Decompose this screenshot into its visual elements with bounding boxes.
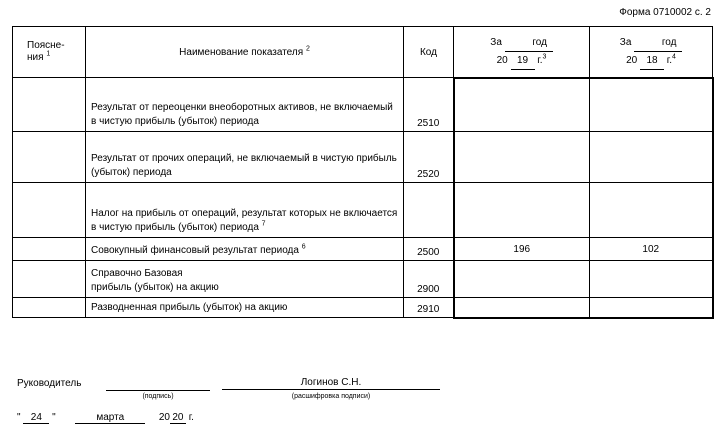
row-name <box>86 183 404 238</box>
table-row <box>13 238 713 261</box>
col1-year: 19 <box>511 52 535 70</box>
row-name-text: Результат от переоценки внеоборотных активов, не включаемый в чистую прибыль (убыток) периода <box>91 102 393 127</box>
table-row <box>13 132 713 183</box>
header-notes-sup: 1 <box>46 50 51 58</box>
row-name <box>86 78 404 132</box>
date-year-suffix: г. <box>188 412 194 423</box>
table-row <box>13 298 713 318</box>
form-code: Форма 0710002 с. 2 <box>619 7 711 18</box>
signature-line <box>106 390 210 391</box>
date-quote-open: " <box>17 412 21 423</box>
row-value-2 <box>590 78 713 132</box>
row-name-text: Совокупный финансовый результат периода <box>91 245 299 256</box>
header-col2 <box>590 27 713 78</box>
signer-name: Логинов С.Н. <box>222 377 440 390</box>
row-name <box>86 132 404 183</box>
row-notes <box>13 183 86 238</box>
row-sup: 7 <box>261 220 266 228</box>
date-day: 24 <box>23 412 49 424</box>
header-name-sup: 2 <box>305 45 310 53</box>
col2-year: 18 <box>640 52 664 70</box>
row-code: 2910 <box>404 298 454 318</box>
row-value-2 <box>590 132 713 183</box>
row-name <box>86 298 404 318</box>
row-name-text: Налог на прибыль от операций, результат которых не включается в чистую прибыль (убыток) периода <box>91 208 398 233</box>
table-row <box>13 183 713 238</box>
col1-za: За <box>490 36 502 48</box>
report-table <box>12 26 714 319</box>
col2-za: За <box>619 36 632 48</box>
col1-suffix: г. <box>537 54 543 66</box>
date-quote-close: " <box>52 412 56 423</box>
header-col1 <box>454 27 590 78</box>
date-year: 20 <box>170 412 186 424</box>
row-sup: 6 <box>301 243 306 251</box>
table-row <box>13 78 713 132</box>
col2-prefix: 20 <box>626 54 638 66</box>
table-row <box>13 261 713 298</box>
col1-god: год <box>527 34 553 52</box>
signature-date <box>17 412 194 424</box>
col1-sup: 3 <box>542 53 547 61</box>
header-notes <box>13 27 86 78</box>
date-month: марта <box>75 412 145 424</box>
header-code: Код <box>404 27 454 78</box>
row-code <box>404 183 454 238</box>
header-name-label: Наименование показателя <box>179 46 304 58</box>
row-value-1 <box>454 261 590 298</box>
row-value-1: 196 <box>454 238 590 261</box>
row-value-1 <box>454 298 590 318</box>
row-code: 2500 <box>404 238 454 261</box>
col2-sup: 4 <box>672 53 676 61</box>
row-notes <box>13 132 86 183</box>
signature-caption: (подпись) <box>142 393 174 400</box>
row-value-2 <box>590 298 713 318</box>
row-value-2 <box>590 261 713 298</box>
row-name-text: Разводненная прибыль (убыток) на акцию <box>91 302 288 313</box>
header-name <box>86 27 404 78</box>
row-value-1 <box>454 132 590 183</box>
row-value-2: 102 <box>590 238 713 261</box>
row-notes <box>13 261 86 298</box>
row-notes <box>13 78 86 132</box>
row-code: 2510 <box>404 78 454 132</box>
col2-suffix: г. <box>666 54 672 66</box>
row-value-1 <box>454 78 590 132</box>
col2-god: год <box>656 34 682 52</box>
signer-name-caption: (расшифровка подписи) <box>291 393 371 400</box>
head-label: Руководитель <box>17 378 82 389</box>
row-name-text: Результат от прочих операций, не включаемый в чистую прибыль (убыток) периода <box>91 153 397 178</box>
row-notes <box>13 298 86 318</box>
row-code: 2900 <box>404 261 454 298</box>
row-name <box>86 238 404 261</box>
row-name-text: Справочно Базовая прибыль (убыток) на акцию <box>91 268 219 293</box>
col1-prefix: 20 <box>496 54 508 66</box>
header-row <box>13 27 713 78</box>
row-code: 2520 <box>404 132 454 183</box>
row-value-1 <box>454 183 590 238</box>
row-notes <box>13 238 86 261</box>
row-value-2 <box>590 183 713 238</box>
header-notes-label: Поясне-ния <box>27 40 65 63</box>
row-name <box>86 261 404 298</box>
date-year-prefix: 20 <box>158 412 170 423</box>
